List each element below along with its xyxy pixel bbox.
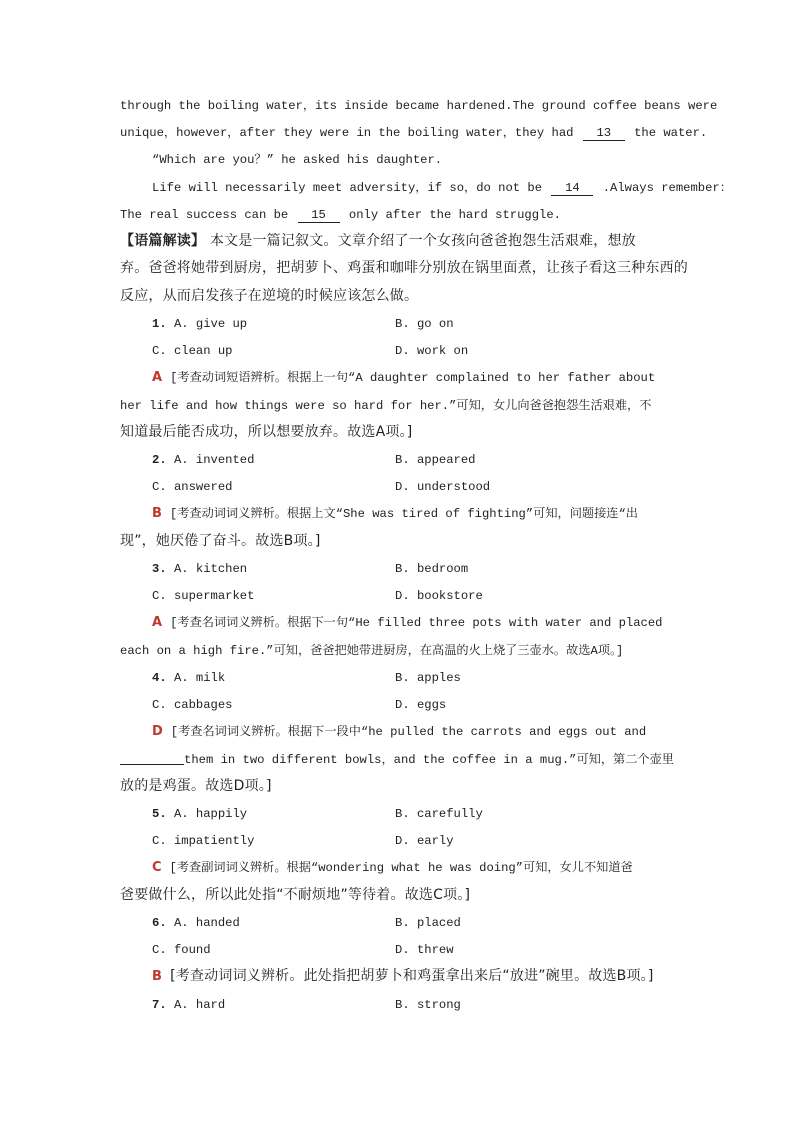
q4-explanation-3: 放的是鸡蛋。故选D项。] bbox=[120, 778, 272, 794]
passage-line-1: through the boiling water，its inside became hardened.The ground coffee beans were bbox=[120, 99, 718, 113]
analysis-heading: 【语篇解读】 bbox=[120, 233, 206, 249]
q5-option-b: B. carefully bbox=[395, 807, 483, 821]
q3-option-d: D. bookstore bbox=[395, 589, 483, 603]
q6-explanation-1: B [考查动词词义辨析。此处指把胡萝卜和鸡蛋拿出来后“放进”碗里。故选B项。] bbox=[152, 968, 654, 984]
passage-line-3: “Which are you？” he asked his daughter. bbox=[152, 153, 443, 167]
passage-text: the water. bbox=[634, 126, 708, 140]
q1-option-d: D. work on bbox=[395, 344, 469, 358]
q5-explanation-2: 爸要做什么，所以此处指“不耐烦地”等待着。故选C项。] bbox=[120, 887, 471, 903]
passage-text: Life will necessarily meet adversity，if so，do not be bbox=[152, 181, 543, 195]
q1-explanation-2: her life and how things were so hard for her.”可知，女儿向爸爸抱怨生活艰难，不 bbox=[120, 399, 652, 413]
q4-explanation-2: them in two different bowls，and the coffee in a mug.”可知，第二个壶里 bbox=[120, 752, 676, 768]
q2-option-c: C. answered bbox=[152, 480, 233, 494]
passage-line-5 bbox=[120, 207, 676, 223]
q3-option-a: 3. A. kitchen bbox=[152, 562, 248, 576]
passage-text: only after the hard struggle. bbox=[348, 208, 561, 222]
q5-explanation-1: C [考查副词词义辨析。根据“wondering what he was doing”可知，女儿不知道爸 bbox=[152, 860, 633, 875]
q4-explanation-1: D [考查名词词义辨析。根据下一段中“he pulled the carrots and eggs out and bbox=[152, 724, 647, 739]
q4-answer: D bbox=[152, 724, 163, 739]
q6-option-d: D. threw bbox=[395, 943, 454, 957]
q2-option-b: B. appeared bbox=[395, 453, 476, 467]
q3-answer: A bbox=[152, 615, 163, 630]
q4-option-a: 4. A. milk bbox=[152, 671, 226, 685]
q1-explanation-3: 知道最后能否成功，所以想要放弃。故选A项。] bbox=[120, 424, 413, 440]
q1-answer: A bbox=[152, 370, 163, 385]
q3-explanation-1: A [考查名词词义辨析。根据下一句“He filled three pots with water and placed bbox=[152, 615, 663, 630]
blank-15: 15 bbox=[298, 208, 340, 223]
q5-option-d: D. early bbox=[395, 834, 454, 848]
q4-option-d: D. eggs bbox=[395, 698, 447, 712]
passage-text: .Always remember： bbox=[602, 181, 732, 195]
q1-option-c: C. clean up bbox=[152, 344, 233, 358]
q3-option-b: B. bedroom bbox=[395, 562, 469, 576]
q5-option-a: 5. A. happily bbox=[152, 807, 248, 821]
q2-explanation-1: B [考查动词词义辨析。根据上文“She was tired of fighting”可知，问题接连“出 bbox=[152, 506, 638, 521]
analysis-line-1 bbox=[120, 233, 676, 249]
q2-option-d: D. understood bbox=[395, 480, 491, 494]
passage-line-2 bbox=[120, 125, 708, 141]
analysis-line-2: 弃。爸爸将她带到厨房，把胡萝卜、鸡蛋和咖啡分别放在锅里面煮，让孩子看这三种东西的 bbox=[120, 260, 688, 276]
passage-text: The real success can be bbox=[120, 208, 289, 222]
q7-option-a: 7. A. hard bbox=[152, 998, 226, 1012]
q1-explanation-1: A [考查动词短语辨析。根据上一句“A daughter complained to her father about bbox=[152, 370, 656, 385]
q6-answer: B bbox=[152, 969, 163, 984]
blank-underline bbox=[120, 752, 184, 765]
q3-option-c: C. supermarket bbox=[152, 589, 255, 603]
blank-14: 14 bbox=[551, 181, 593, 196]
q3-explanation-2: each on a high fire.”可知，爸爸把她带进厨房，在高温的火上烧了三壶水。故选A项。] bbox=[120, 644, 624, 658]
q5-answer: C bbox=[152, 860, 162, 875]
q2-option-a: 2. A. invented bbox=[152, 453, 255, 467]
passage-line-4 bbox=[152, 180, 732, 196]
q2-explanation-2: 现”，她厌倦了奋斗。故选B项。] bbox=[120, 533, 321, 549]
q1-option-a: 1. A. give up bbox=[152, 317, 248, 331]
q4-option-c: C. cabbages bbox=[152, 698, 233, 712]
passage-text: unique，however，after they were in the boiling water，they had bbox=[120, 126, 574, 140]
q6-option-a: 6. A. handed bbox=[152, 916, 240, 930]
q6-option-b: B. placed bbox=[395, 916, 461, 930]
analysis-line-3: 反应，从而启发孩子在逆境的时候应该怎么做。 bbox=[120, 288, 419, 304]
q1-option-b: B. go on bbox=[395, 317, 454, 331]
q7-option-b: B. strong bbox=[395, 998, 461, 1012]
blank-13: 13 bbox=[583, 126, 625, 141]
q2-answer: B bbox=[152, 506, 162, 521]
q6-option-c: C. found bbox=[152, 943, 211, 957]
analysis-text: 本文是一篇记叙文。文章介绍了一个女孩向爸爸抱怨生活艰难，想放 bbox=[205, 233, 636, 249]
q4-option-b: B. apples bbox=[395, 671, 461, 685]
q5-option-c: C. impatiently bbox=[152, 834, 255, 848]
